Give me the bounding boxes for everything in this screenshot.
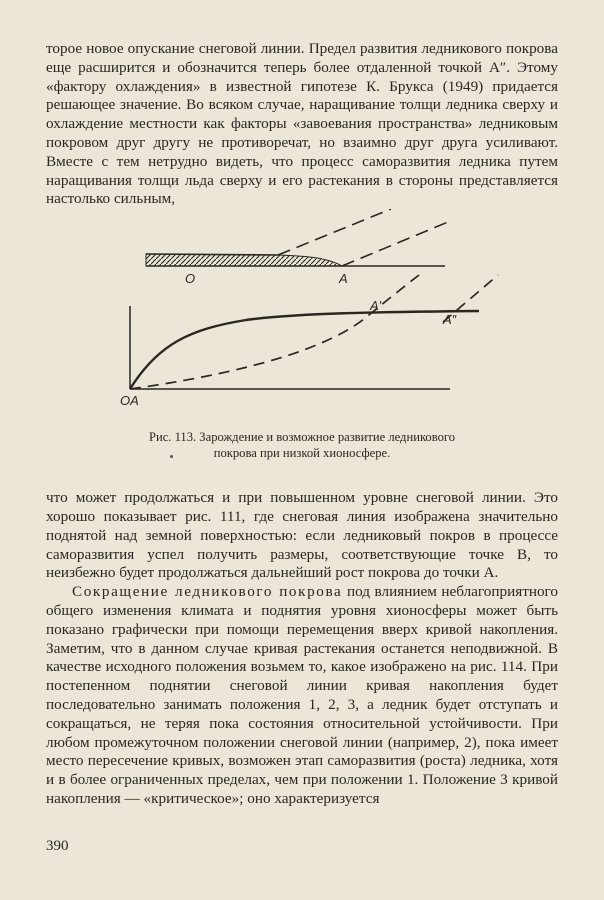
lower-dashed-line [342,222,448,266]
paragraph-3-body: под влиянием неблагоприятного общего изменения климата и поднятия уровня хионосферы может быть показано графически при помощи перемещения вверх кривой накопления. Заметим, что в данном случае кривая растекания останется неподвижной. В качестве исходного положения возьмем то, какое изображено на рис. 114. При постепенном поднятии снеговой линии кривая накопления будет последовательно занимать положения 1, 2, 3, а ледник будет отступать и сокращаться, не теряя пока состояния относительной устойчивости. При любом промежуточном положении снеговой линии (например, 2), пока имеет место пересечение кривых, возможен этап саморазвития (роста) ледника, хотя и в более ограниченных пределах, чем при положении 1. Положение 3 кривой накопления — «критическое»; оно характеризуется [46,583,558,807]
paragraph-3-spaced-heading: Сокращение ледникового покрова [72,583,343,601]
paragraph-1: торое новое опускание снеговой линии. Предел развития ледникового покрова еще расширится и обозначится теперь более отдаленной точкой A″. Этому «фактору охлаждения» в известной гипотезе К. Брукса (1949) придается решающее значение. Во всяком случае, наращивание толщи ледника сверху и охлаждение местности как факторы «завоевания пространства» ледниковым покровом друг другу не противоречат, но взаимно друг друга усиливают. Вместе с тем нетрудно видеть, что процесс саморазвития ледника путем наращивания толщи льда сверху и его растекания в стороны представляется настолько сильным, [46,40,558,208]
figure-caption [46,430,558,461]
glacier-section [146,209,448,286]
page-number: 390 [46,838,69,854]
caption-line-1: Рис. 113. Зарождение и возможное развитие ледникового [148,430,456,445]
ice-body [146,254,342,266]
paragraph-3 [46,583,558,809]
figure-113 [46,209,558,489]
label-top-O: O [185,271,196,287]
label-A-double-prime: A″ [443,312,457,328]
label-A-prime: A′ [370,298,382,314]
label-origin-OA: OA [120,393,139,409]
page-content [46,40,558,809]
ice-top [146,254,278,255]
caption-line-2: покрова при низкой хионосфере. [213,445,391,460]
accumulation-curve [130,311,479,389]
upper-dashed-line [278,209,391,255]
paragraph-2: что может продолжаться и при повышенном уровне снеговой линии. Это хорошо показывает рис. 111, где снеговая линия изображена значительно поднятой над земной поверхностью: если ледниковый покров в процессе саморазвития успел получить размеры, соответствующие точке B, то неизбежно будет продолжаться дальнейший рост покрова до точки A. [46,489,558,582]
label-top-A: A [339,271,348,287]
growth-graph [120,275,498,408]
spreading-curve-A-prime [130,275,419,389]
